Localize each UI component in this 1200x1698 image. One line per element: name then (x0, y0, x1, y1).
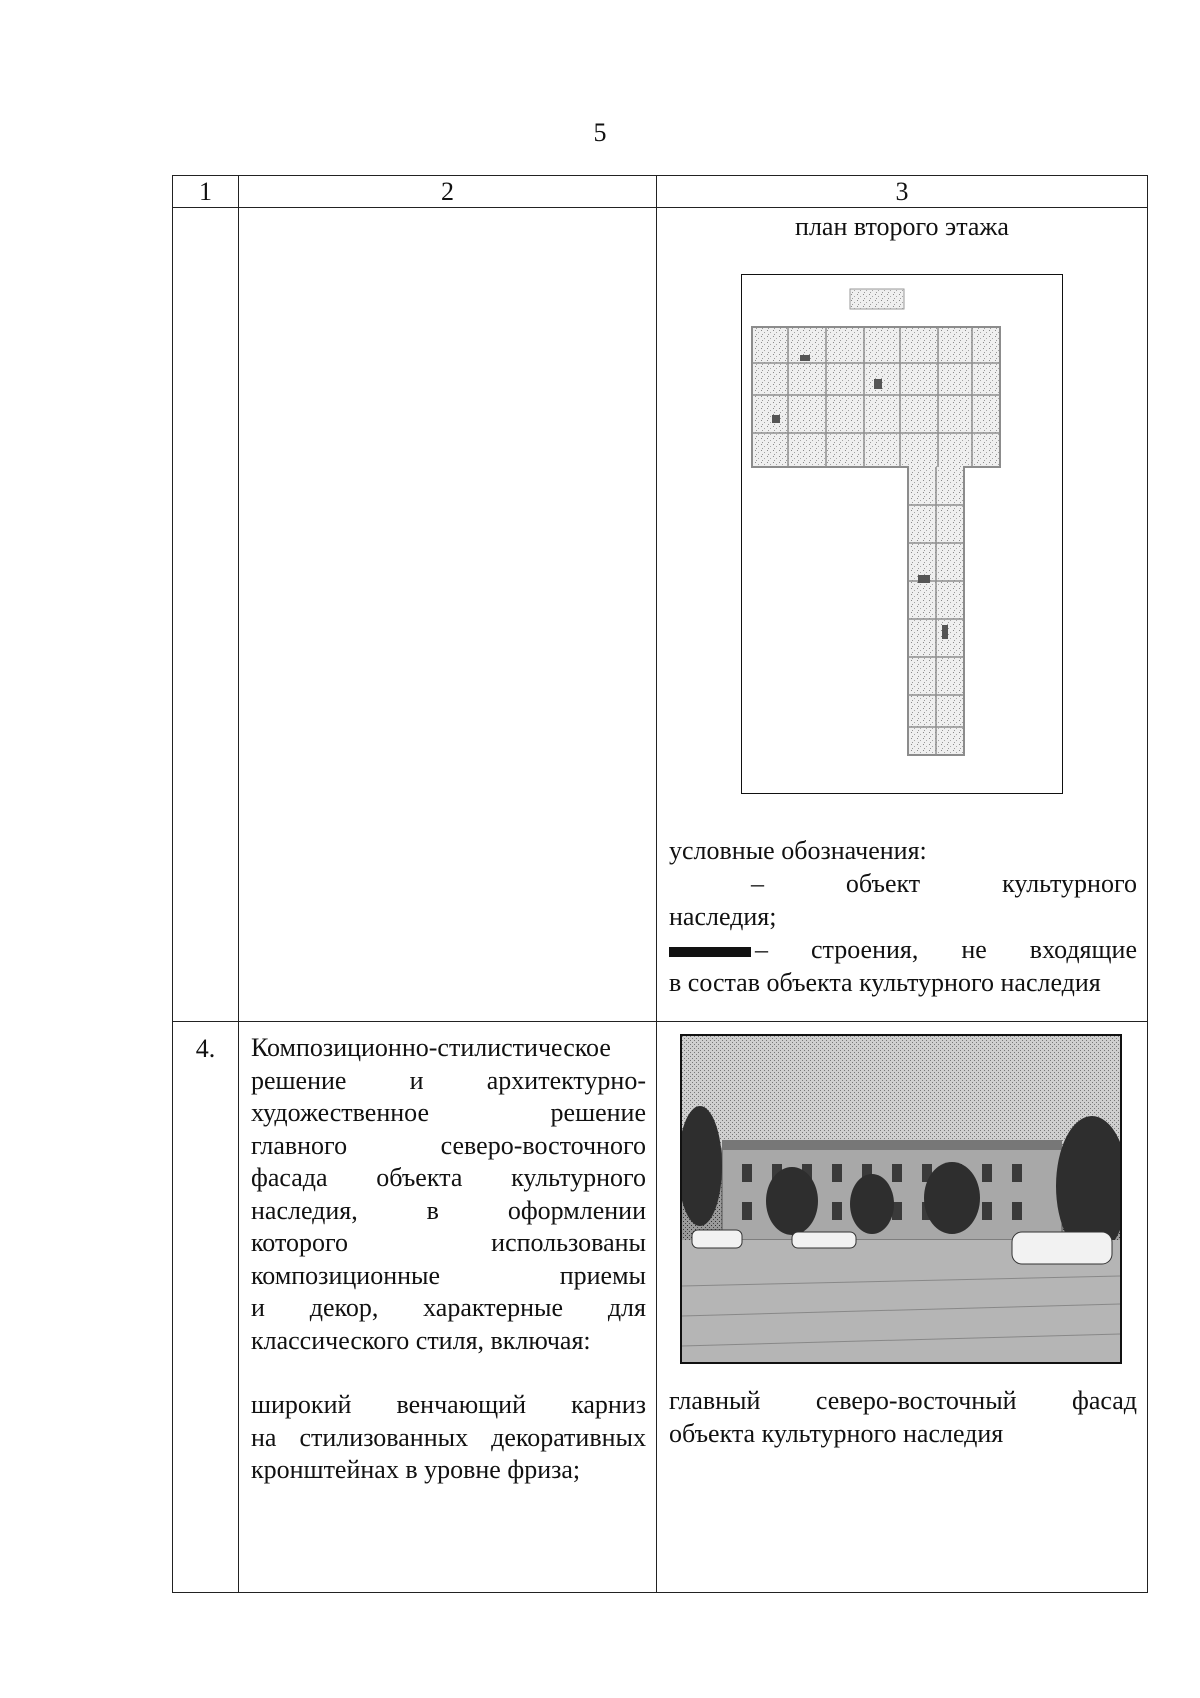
feature-line: кронштейнах в уровне фриза; (251, 1455, 581, 1484)
description-line: композиционные приемы (251, 1260, 646, 1290)
floor-plan-drawing (742, 275, 1062, 793)
description-text (239, 1022, 656, 1487)
legend (669, 834, 1137, 999)
legend-item-buildings: – строения, не входящие (669, 933, 1137, 966)
description-line: классического стиля, включая: (251, 1325, 591, 1355)
feature-line: широкий венчающий карниз (251, 1390, 646, 1419)
header-col-3: 3 (657, 176, 1148, 208)
description-line: фасада объекта культурного (251, 1163, 646, 1192)
floor-plan-image (741, 274, 1063, 794)
facade-photo-drawing (682, 1036, 1120, 1362)
row2-illustration-cell (657, 1022, 1148, 1593)
black-bar-symbol (669, 947, 751, 957)
caption-line: главный северо-восточный фасад (669, 1386, 1137, 1415)
header-row (173, 176, 1148, 208)
page-number: 5 (593, 118, 607, 147)
header-col-1: 1 (173, 176, 239, 208)
caption-line: объекта культурного наследия (669, 1419, 1004, 1448)
row1-description-cell (239, 208, 657, 1022)
legend-item-heritage: – объект культурного (751, 869, 1137, 898)
table-row (173, 208, 1148, 1022)
description-line: главного северо-восточного (251, 1130, 646, 1160)
description-line: и декор, характерные для (251, 1293, 646, 1322)
feature-line: на стилизованных декоративных (251, 1422, 646, 1452)
row-number: 4. (173, 1022, 239, 1593)
table-row (173, 1022, 1148, 1593)
legend-item-buildings-cont: в состав объекта культурного наследия (669, 968, 1101, 997)
header-col-2: 2 (239, 176, 657, 208)
plan-title: план второго этажа (795, 212, 1009, 241)
legend-title: условные обозначения: (669, 836, 927, 865)
description-line: которого использованы (251, 1228, 646, 1257)
heritage-table (172, 175, 1148, 1593)
facade-photo (680, 1034, 1122, 1364)
description-line: художественное решение (251, 1098, 646, 1127)
row1-illustration-cell (657, 208, 1148, 1022)
description-line: наследия, в оформлении (251, 1195, 646, 1225)
photo-caption (669, 1384, 1137, 1450)
row1-number-cell (173, 208, 239, 1022)
description-line: решение и архитектурно- (251, 1065, 646, 1095)
legend-item-heritage-cont: наследия; (669, 902, 777, 931)
description-line: Композиционно-стилистическое (251, 1033, 611, 1062)
row2-description-cell (239, 1022, 657, 1593)
